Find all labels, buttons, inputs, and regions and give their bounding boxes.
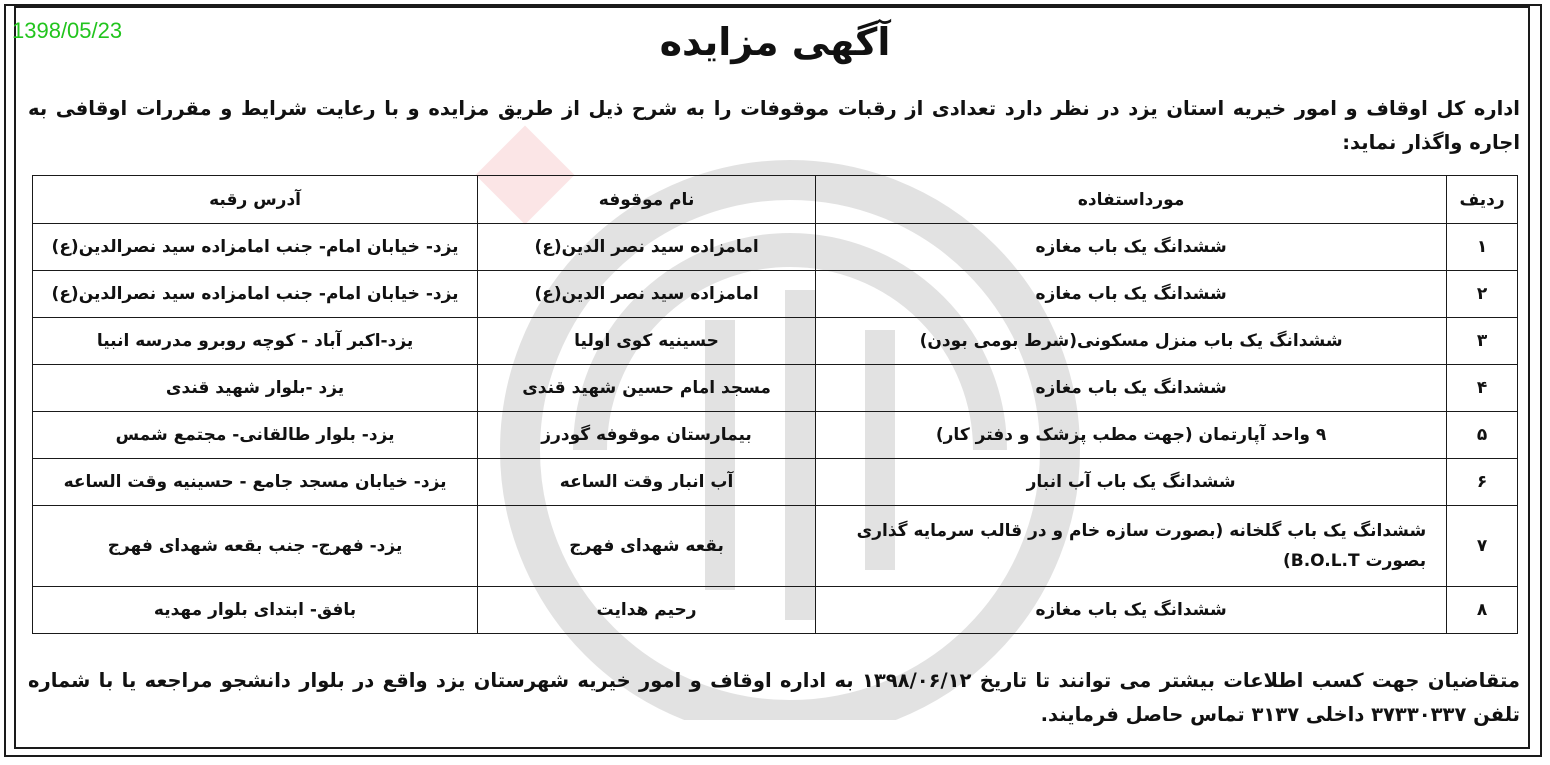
table-row	[33, 365, 1518, 412]
cell-address: یزد-اکبر آباد - کوچه روبرو مدرسه انبیا	[33, 318, 478, 365]
cell-index: ۷	[1447, 506, 1518, 587]
cell-index: ۳	[1447, 318, 1518, 365]
table-row	[33, 459, 1518, 506]
cell-usage: ۹ واحد آپارتمان (جهت مطب پزشک و دفتر کار)	[815, 412, 1446, 459]
cell-usage: ششدانگ یک باب مغازه	[815, 271, 1446, 318]
cell-address: بافق- ابتدای بلوار مهدیه	[33, 587, 478, 634]
cell-usage: ششدانگ یک باب منزل مسکونی(شرط بومی بودن)	[815, 318, 1446, 365]
cell-endowment: بیمارستان موقوفه گودرز	[478, 412, 816, 459]
table-row	[33, 587, 1518, 634]
cell-usage: ششدانگ یک باب مغازه	[815, 365, 1446, 412]
stamp-date: 1398/05/23	[12, 18, 123, 43]
cell-index: ۴	[1447, 365, 1518, 412]
page-title: آگهی مزایده	[659, 20, 891, 64]
table-row	[33, 412, 1518, 459]
cell-address: یزد- خیابان مسجد جامع - حسینیه وقت الساعه	[33, 459, 478, 506]
cell-index: ۱	[1447, 224, 1518, 271]
table-row	[33, 506, 1518, 587]
cell-endowment: امامزاده سید نصر الدین(ع)	[478, 271, 816, 318]
footer-paragraph: متقاضیان جهت کسب اطلاعات بیشتر می توانند تا تاریخ ۱۳۹۸/۰۶/۱۲ به اداره اوقاف و امور خیریه شهرستان یزد واقع در بلوار دانشجو مراجعه یا با شماره تلفن ۳۷۳۳۰۳۳۷ داخلی ۳۱۳۷ تماس حاصل فرمایند.	[28, 669, 1520, 726]
cell-address: یزد- خیابان امام- جنب امامزاده سید نصرالدین(ع)	[33, 271, 478, 318]
header-usage: مورداستفاده	[815, 176, 1446, 224]
table-row	[33, 271, 1518, 318]
cell-index: ۶	[1447, 459, 1518, 506]
table-row	[33, 224, 1518, 271]
cell-address: یزد- خیابان امام- جنب امامزاده سید نصرالدین(ع)	[33, 224, 478, 271]
cell-endowment: حسینیه کوی اولیا	[478, 318, 816, 365]
cell-usage: ششدانگ یک باب آب انبار	[815, 459, 1446, 506]
table-row	[33, 318, 1518, 365]
cell-endowment: بقعه شهدای فهرج	[478, 506, 816, 587]
cell-usage: ششدانگ یک باب مغازه	[815, 587, 1446, 634]
cell-endowment: مسجد امام حسین شهید قندی	[478, 365, 816, 412]
header-address: آدرس رقبه	[33, 176, 478, 224]
cell-endowment: آب انبار وقت الساعه	[478, 459, 816, 506]
cell-usage: ششدانگ یک باب مغازه	[815, 224, 1446, 271]
cell-address: یزد- فهرج- جنب بقعه شهدای فهرج	[33, 506, 478, 587]
table-header-row	[33, 176, 1518, 224]
cell-usage: ششدانگ یک باب گلخانه (بصورت سازه خام و در قالب سرمایه گذاری بصورت B.O.L.T)	[815, 506, 1446, 587]
cell-address: یزد- بلوار طالقانی- مجتمع شمس	[33, 412, 478, 459]
intro-paragraph: اداره کل اوقاف و امور خیریه استان یزد در نظر دارد تعدادی از رقبات موقوفات را به شرح ذیل از طریق مزایده و با رعایت شرایط و مقررات اوقافی به اجاره واگذار نماید:	[28, 97, 1520, 154]
header-index: ردیف	[1447, 176, 1518, 224]
cell-index: ۸	[1447, 587, 1518, 634]
header-endowment: نام موقوفه	[478, 176, 816, 224]
cell-address: یزد -بلوار شهید قندی	[33, 365, 478, 412]
cell-index: ۵	[1447, 412, 1518, 459]
cell-endowment: رحیم هدایت	[478, 587, 816, 634]
cell-index: ۲	[1447, 271, 1518, 318]
auction-table	[32, 175, 1518, 634]
cell-endowment: امامزاده سید نصر الدین(ع)	[478, 224, 816, 271]
